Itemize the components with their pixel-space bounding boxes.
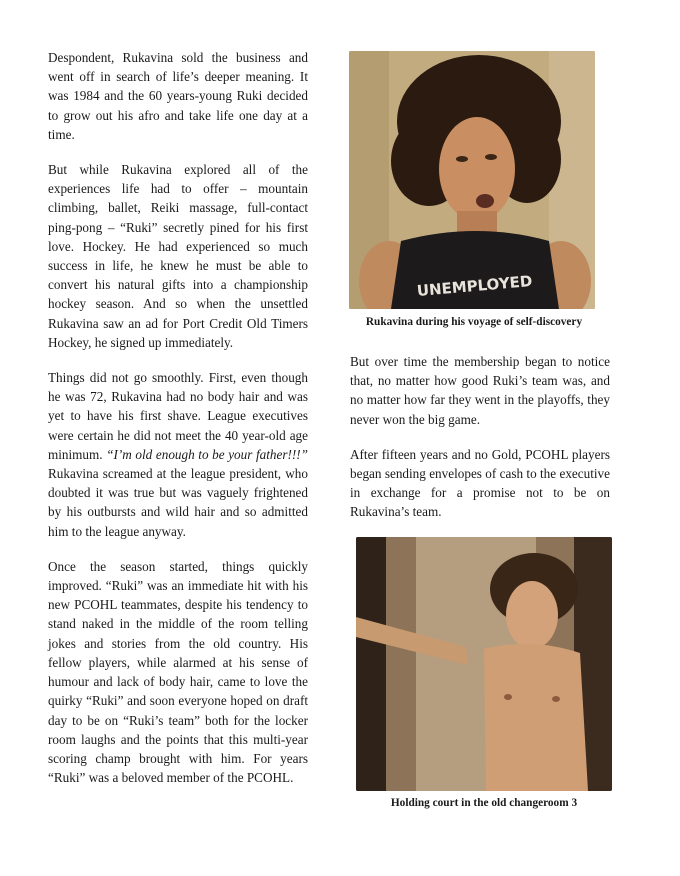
paragraph-4: Once the season started, things quickly improved. “Ruki” was an immediate hit with his new PCOHL teammates, despite his tendency to stand naked in the middle of the room telling jokes and stories from the old country. His fellow players, while alarmed at his sense of humour and lack of body hair, came to love the quirky “Ruki” and soon everyone hoped on draft day to be on “Ruki’s team” both for the locker room laughs and the points that this multi-year scoring champ brought with him. For years “Ruki” was a beloved member of the PCOHL. (48, 558, 308, 786)
photo-1-illustration (349, 51, 595, 309)
shirt-text: UNEMPLOYED (416, 272, 533, 301)
photo-1-caption: Rukavina during his voyage of self-discovery (365, 316, 583, 328)
left-column (48, 48, 308, 803)
photo-changeroom (356, 537, 612, 791)
photo-young-man-afro (349, 51, 595, 309)
right-column (350, 352, 610, 538)
paragraph-2: But while Rukavina explored all of the experiences life had to offer – mountain climbing, ballet, Reiki massage, full-contact ping-pong – “Ruki” secretly pined for his first love. Hockey. He had experienced so much success in life, he knew he must be able to convert his natural gifts into a championship hockey season. And so when the unsettled Rukavina saw an ad for Port Credit Old Timers Hockey, he signed up immediately. (48, 162, 308, 350)
paragraph-3-end: Rukavina screamed at the league president, who doubted it was true but was vaguely frightened by his outbursts and wild hair and so admitted him to the league anyway. (48, 466, 308, 539)
paragraph-1: Despondent, Rukavina sold the business and went off in search of life’s deeper meaning. It was 1984 and the 60 years-young Ruki decided to grow out his afro and take life one day at a time. (48, 50, 308, 142)
paragraph-5: But over time the membership began to notice that, no matter how good Ruki’s team was, and no matter how far they went in the playoffs, they never won the big game. (350, 354, 610, 427)
paragraph-3-start: Things did not go smoothly. First, even though he was 72, Rukavina had no body hair and was yet to have his first shave. League executives were certain he did not meet the 40 year-old age minimum. (48, 370, 308, 462)
photo-2-caption: Holding court in the old changeroom 3 (390, 797, 578, 809)
photo-2-illustration (356, 537, 612, 791)
paragraph-6: After fifteen years and no Gold, PCOHL players began sending envelopes of cash to the executive in exchange for a promise not to be on Rukavina’s team. (350, 446, 610, 520)
paragraph-3-quote: “I’m old enough to be your father!!!” (106, 446, 308, 462)
paragraph-3 (48, 368, 308, 541)
